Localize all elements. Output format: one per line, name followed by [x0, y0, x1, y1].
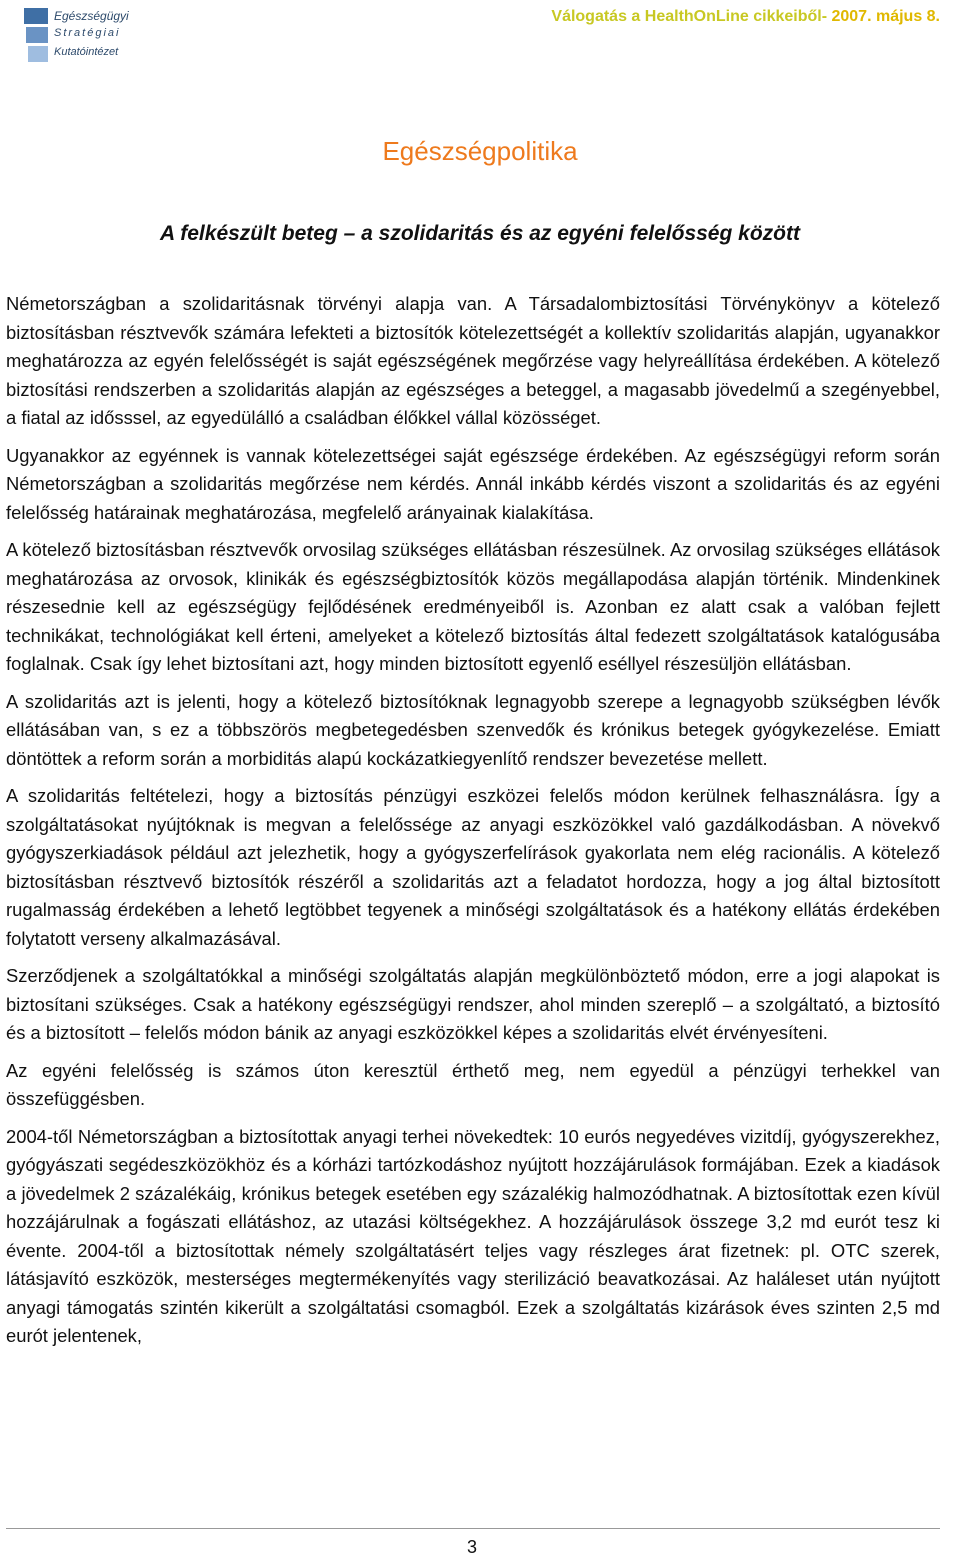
- paragraph: A szolidaritás azt is jelenti, hogy a kötelező biztosítóknak legnagyobb szerepe a legnagyobb szükségben lévők ellátásában van, s ez a többszörös megbetegedésben szenvedők és krónikus betegek gyógykezelése. Emiatt döntöttek a reform során a morbiditás alapú kockázatkiegyenlítő rendszer bevezetése mellett.: [6, 690, 940, 769]
- paragraph: A szolidaritás feltételezi, hogy a biztosítás pénzügyi eszközei felelős módon kerülnek felhasználásra. Így a szolgáltatásokat nyújtóknak is megvan a felelőssége az anyagi eszközökkel való gazdálkodásban. A növekvő gyógyszerkiadások például azt jelezhetik, hogy a gyógyszerfelírások gyakorlata nem elég racionális. A kötelező biztosításban résztvevő biztosítók részéről a szolidaritás azt a feladatot hordozza, hogy a jog által biztosított rugalmasság érdekében a lehető legtöbbet tegyenek a minőségi szolgáltatások és a hatékony ellátás érdekében folytatott verseny alkalmazásával.: [6, 785, 940, 949]
- paragraph: 2004-től Németországban a biztosítottak anyagi terhei növekedtek: 10 eurós negyedéves vizitdíj, gyógyszerekhez, gyógyászati segédeszközökhöz és a kórházi tartózkodáshoz nyújtott hozzájárulások formájában. Ezek a kiadások a jövedelmek 2 százalékáig, krónikus betegek esetében egy százalékig halmozódhatnak. A biztosítottak ezen kívül hozzájárulnak a fogászati ellátáshoz, az utazási költségekhez. A hozzájárulások összege 3,2 md eurót tesz ki évente. 2004-től a biztosítottak némely szolgáltatásért teljes vagy részleges árat fizetnek: pl. OTC szerek, látásjavító eszközök, mesterséges megtermékenyítés vagy sterilizáció beavatkozásai. Az haláleset után nyújtott anyagi támogatás szintén kikerült a szolgáltatási csomagból. Ezek a szolgáltatás kizárások éves szinten 2,5 md eurót jelentenek,: [6, 1125, 940, 1346]
- page-header: [0, 0, 960, 70]
- footer-divider: [6, 1528, 940, 1529]
- header-source: [551, 8, 940, 26]
- section-title: Egészségpolitika: [382, 136, 578, 166]
- page-number: 3: [466, 1537, 477, 1557]
- paragraph: Ugyanakkor az egyénnek is vannak kötelezettségei saját egészsége érdekében. Az egészségügyi reform során Németországban a szolidaritás megőrzése nem kérdés. Annál inkább kérdés viszont a szolidaritás és az egyéni felelősség határainak meghatározása, megfelelő arányainak kialakítása.: [6, 444, 940, 523]
- paragraph: Szerződjenek a szolgáltatókkal a minőségi szolgáltatás alapján megkülönböztető módon, erre a jogi alapokat is biztosítani szükséges. Csak a hatékony egészségügyi rendszer, ahol minden szereplő – a szolgáltató, a biztosító és a biztosított – felelős módon bánik az anyagi eszközökkel képes a szolidaritás elvét érvényesíteni.: [6, 965, 940, 1043]
- institute-logo: [22, 6, 162, 64]
- article-body: [6, 290, 940, 1360]
- logo-line-3: Kutatóintézet: [54, 46, 119, 58]
- paragraph: A kötelező biztosításban résztvevők orvosilag szükséges ellátásban részesülnek. Az orvosilag szükséges ellátások meghatározása az orvosok, klinikák és egészségbiztosítók közös megállapodása alapján történik. Mindenkinek részesednie kell az egészségügy fejlődésének eredményeiből is. Azonban ez alatt csak a valóban fejlett technikákat, technológiákat kell érteni, amelyeket a kötelező biztosítás által fedezett szolgáltatások katalógusába foglalnak. Csak így lehet biztosítani azt, hogy minden biztosított egyenlő eséllyel részesüljön ellátásban.: [6, 539, 940, 674]
- paragraph: Az egyéni felelősség is számos úton keresztül érthető meg, nem egyedül a pénzügyi terhekkel van összefüggésben.: [6, 1059, 940, 1109]
- article-title: A felkészült beteg – a szolidaritás és az egyéni felelősség között: [160, 222, 800, 245]
- logo-icon: [22, 6, 52, 64]
- paragraph: Németországban a szolidaritásnak törvényi alapja van. A Társadalombiztosítási Törvénykönyv a kötelező biztosításban résztvevők számára lefekteti a biztosítók kötelezettségét a kollektív szolidaritás alapján, ugyanakkor meghatározza az egyén felelősségét is saját egészségének megőrzése vagy helyreállítása érdekében. A kötelező biztosítási rendszerben a szolidaritás alapján az egészséges a beteggel, a magasabb jövedelmű a szegényebbel, a fiatal az idősssel, az egyedülálló a családban élőkkel vállal közösséget.: [6, 293, 940, 428]
- logo-line-1: Egészségügyi: [54, 9, 129, 23]
- header-source-text: Válogatás a HealthOnLine cikkeiből-: [551, 8, 828, 25]
- logo-line-2: Stratégiai: [54, 27, 121, 39]
- header-date: 2007. május 8.: [831, 8, 940, 25]
